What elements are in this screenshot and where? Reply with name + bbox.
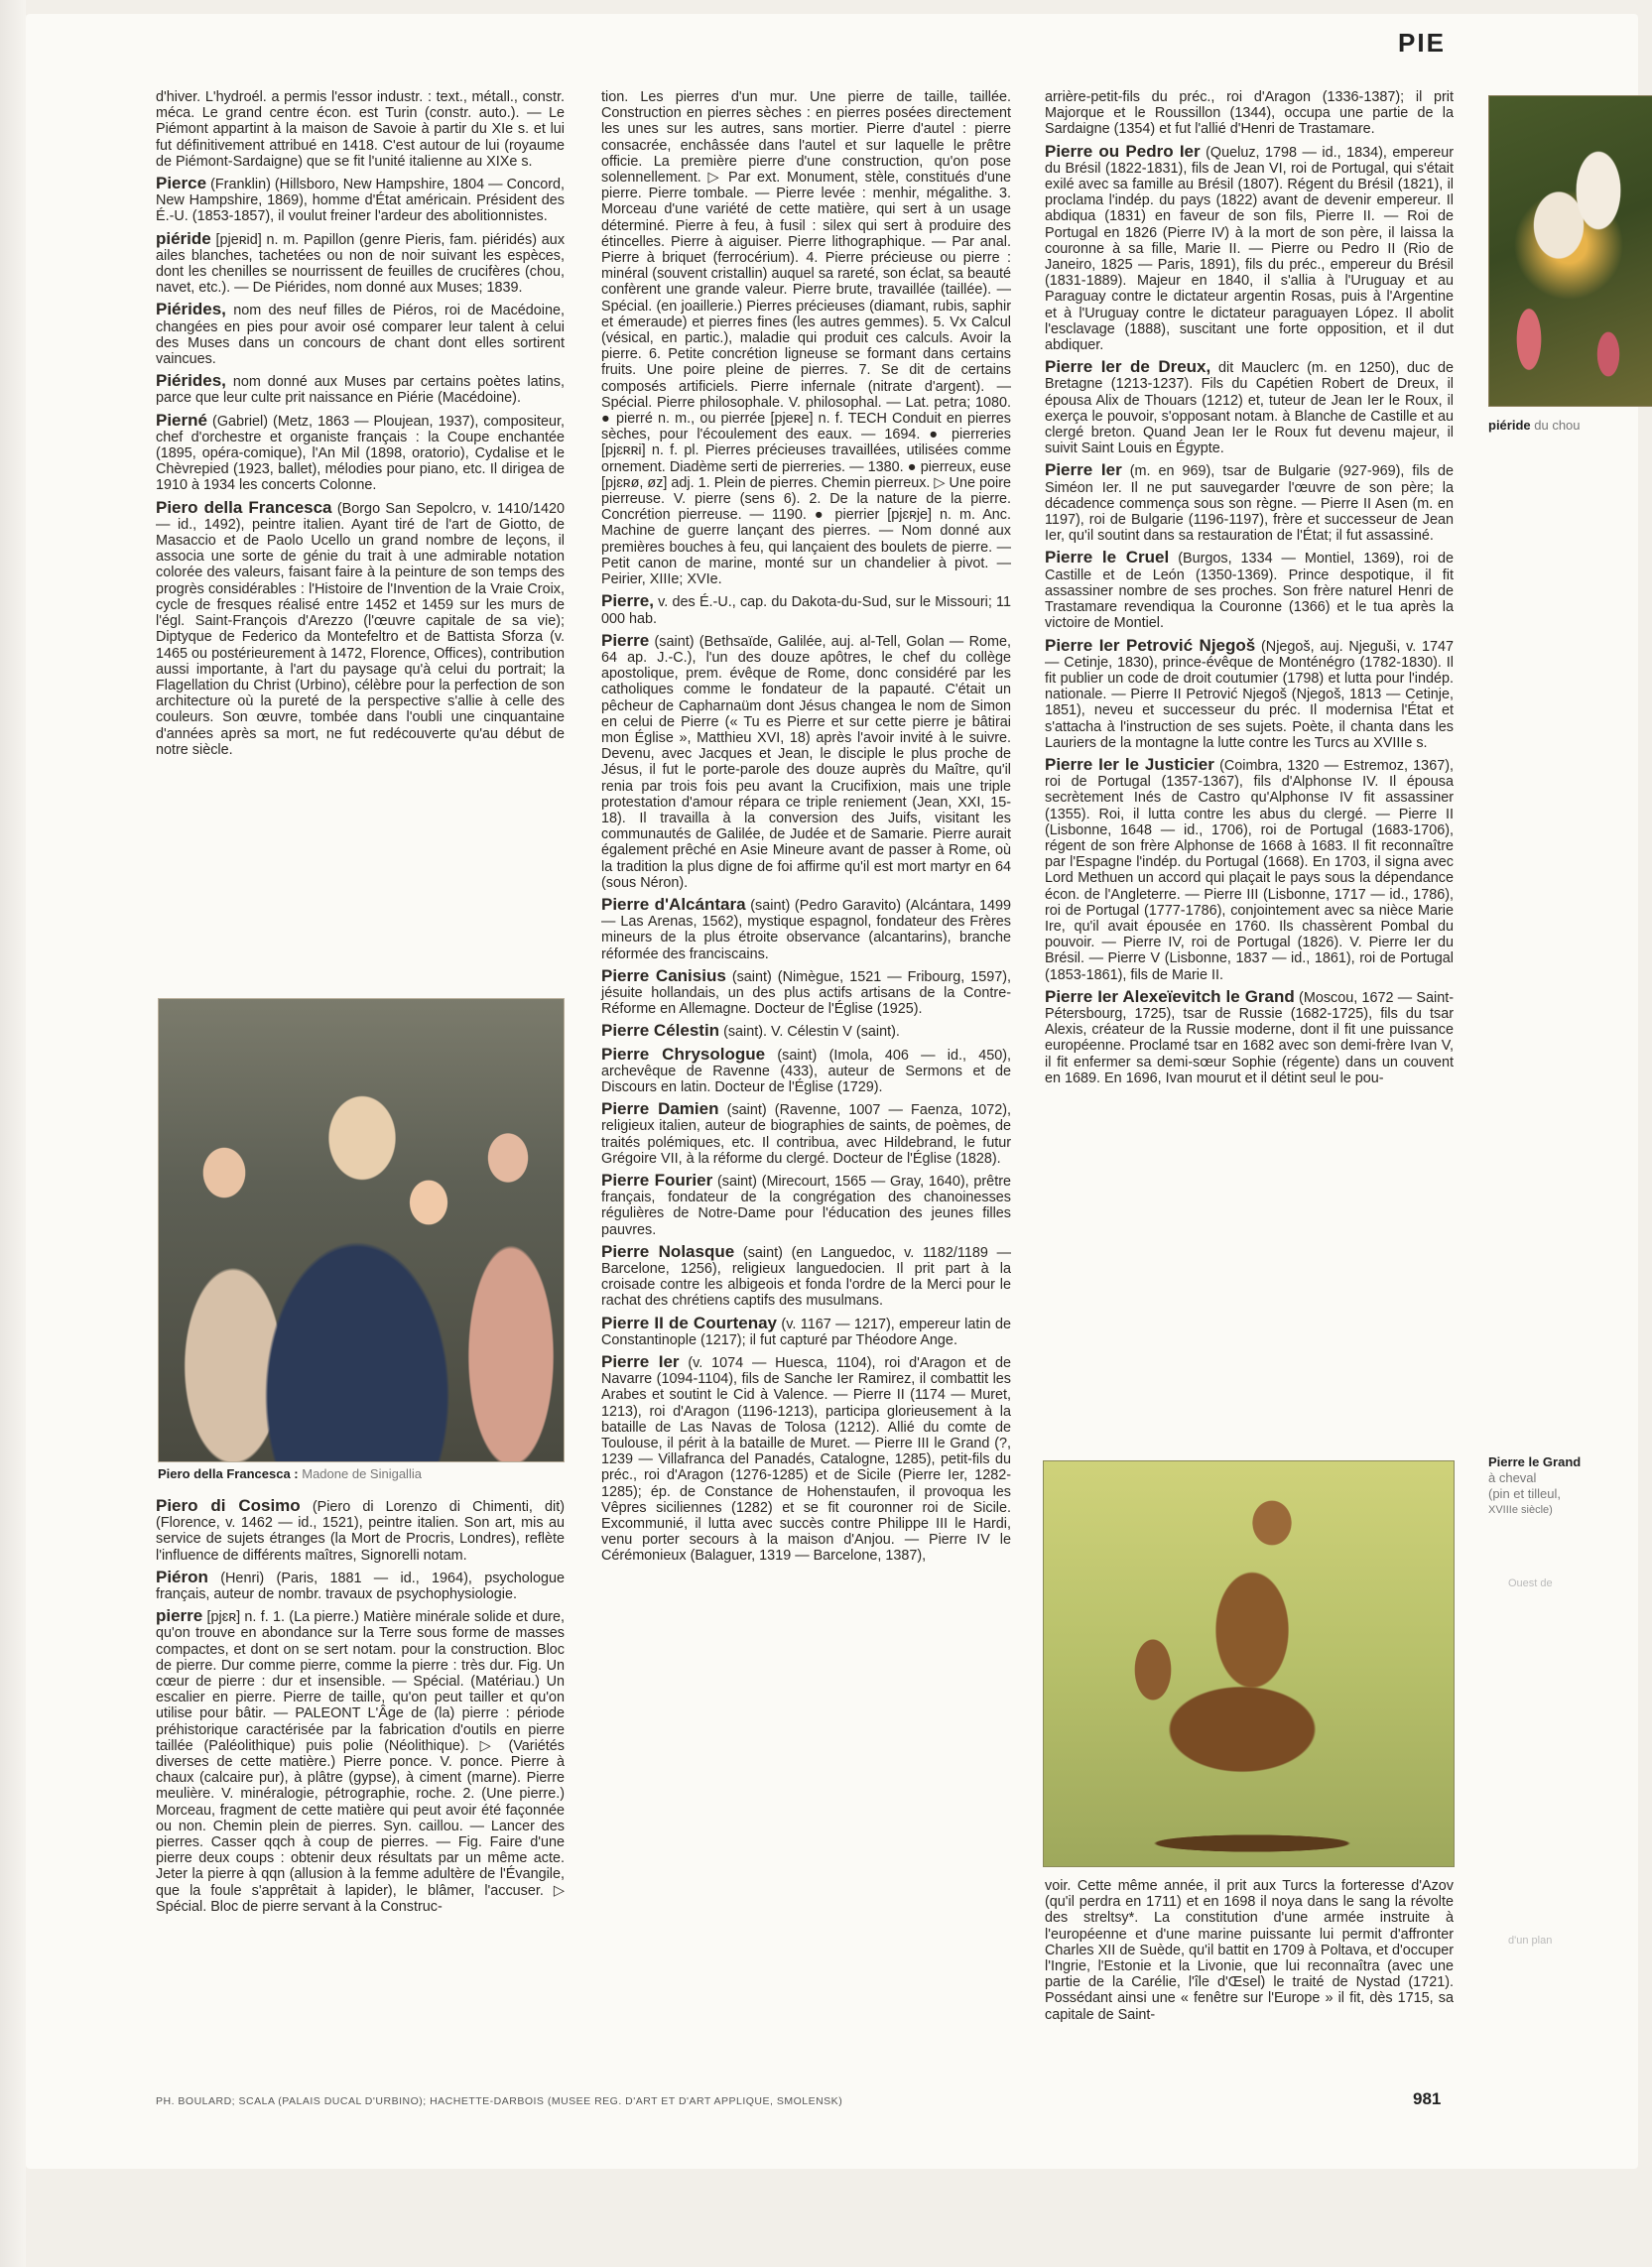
pieride-butterfly-image	[1488, 95, 1652, 407]
dictionary-entry	[601, 1101, 1011, 1167]
dictionary-entry	[156, 176, 565, 225]
entry-text: (saint) (en Languedoc, v. 1182/1189 — Barcelone, 1256), religieux languedocien. Il prit part à la croisade contre les albigeois et fonda l'ordre de la Merci pour le rachat des chrétiens captifs des musulmans.	[601, 1244, 1011, 1310]
dictionary-entry	[156, 410, 565, 494]
entry-headword: Piero di Cosimo	[156, 1496, 301, 1515]
page-header: PIE	[1398, 28, 1446, 58]
entry-headword: Pierre Ier	[1045, 460, 1122, 480]
entry-headword: Pierre le Cruel	[1045, 548, 1170, 567]
entry-text: (Queluz, 1798 — id., 1834), empereur du Brésil (1822-1831), fils de Jean VI, roi de Portugal, qui s'était exilé avec sa famille au Brésil (1807). Régent du Brésil (1821), il proclama l'indép. du pays (1822) avant de devenir empereur. Il abdiqua (1831) en faveur de son fils, Pierre II. — Roi de Portugal en 1826 (Pierre IV) à la mort de son père, il laissa la couronne à sa fille, Marie II. — Pierre ou Pedro II (Rio de Janeiro, 1825 — Paris, 1891), fils du préc., empereur du Brésil (1831-1889). Majeur en 1840, il s'allia à l'Uruguay et au Paraguay contre le dictateur argentin Rosas, puis à l'Argentine et à l'Uruguay contre le dictateur paraguayen López. Il abolit l'esclavage (1888), suscitant une forte opposition, et il dut abdiquer.	[1045, 144, 1454, 354]
entry-text: tion. Les pierres d'un mur. Une pierre de taille, taillée. Construction en pierres sèches : en pierres posées directement les unes sur les autres, sans mortier. Pierre d'autel : pierre consacrée, enchâssée dans l'autel et sur laquelle le prêtre officie. La première pierre d'une construction, qu'on pose solennellement. ▷ Par ext. Monument, stèle, constitués d'une pierre. Pierre tombale. — Pierre levée : menhir, mégalithe. 3. Morceau d'une variété de cette matière, qui sert à un usage déterminé. Pierre à feu, à fusil : silex qui sert à produire des étincelles. Pierre à aiguiser. Pierre lithographique. — Par anal. Pierre à briquet (ferrocérium). 4. Pierre précieuse ou pierre : minéral (souvent cristallin) auquel sa rareté, son éclat, sa beauté confèrent une grande valeur. Pierre brute, travaillée (taillée). — Spécial. (en joaillerie.) Pierres précieuses (diamant, rubis, saphir et émeraude) et pierres fines (les autres gemmes). 5. Vx Calcul (vésical, en partic.), maladie qui produit ces calculs. Avoir la pierre. 6. Petite concrétion ligneuse se formant dans certains fruits. Une poire pleine de pierres. 7. Se dit de certains composés artificiels. Pierre infernale (nitrate d'argent). — Spécial. Pierre philosophale. V. philosophal. — Lat. petra; 1080. ● pierré n. m., ou pierrée [pjeʀe] n. f. TECH Conduit en pierres sèches, pour l'écoulement des eaux. — 1694. ● pierreries [pjɛʀʀi] n. f. pl. Pierres précieuses travaillées, utilisées comme ornement. Diadème serti de pierreries. — 1380. ● pierreux, euse [pjɛʀø, øz] adj. 1. Plein de pierres. Chemin pierreux. ▷ Une poire pierreuse. V. pierre (sens 6). 2. De la nature de la pierre. Concrétion pierreuse. — 1190. ● pierrier [pjɛʀje] n. m. Anc. Machine de guerre lançant des pierres. — Nom donné aux premières bouches à feu, qui lançaient des boulets de pierre. — Petit canon de marine, monté sur un chandelier à pivot. — Peirier, XIIIe; XVIe.	[601, 89, 1011, 588]
dictionary-entry	[1045, 89, 1454, 138]
entry-headword: Pierre Canisius	[601, 965, 726, 985]
entry-headword: Pierre Fourier	[601, 1171, 713, 1190]
entry-text: (saint) (Ravenne, 1007 — Faenza, 1072), religieux italien, auteur de biographies de saints, de poèmes, de traités polémiques, etc. Il contribua, avec Hildebrand, le futur Grégoire VII, à la réforme du clergé. Docteur de l'Église (1828).	[601, 1102, 1011, 1167]
entry-text: (v. 1074 — Huesca, 1104), roi d'Aragon et de Navarre (1094-1104), fils de Sanche Ier Ramirez, il combattit les Arabes et soutint le Cid à Valence. — Pierre II (1174 — Muret, 1213), roi d'Aragon (1196-1213), participa glorieusement à la bataille de Las Navas de Tolosa (1212). Allié du comte de Toulouse, il périt à la bataille de Muret. — Pierre III le Grand (?, 1239 — Villafranca del Panadés, Catalogne, 1285), petit-fils du préc., roi d'Aragon (1276-1285) et de Sicile (Pierre Ier, 1282-1285); ép. de Constance de Hohenstaufen, il provoqua les Vêpres siciliennes (1282) et se fit couronner roi de Sicile. Excommunié, il lutta avec succès contre Philippe III le Hardi, venu porter secours à la maison d'Anjou. — Pierre IV le Cérémonieux (Balaguer, 1319 — Barcelone, 1387),	[601, 1355, 1011, 1565]
dictionary-entry	[156, 497, 565, 758]
entry-text: (v. 1167 — 1217), empereur latin de Constantinople (1217); il fut capturé par Théodore Ange.	[601, 1316, 1011, 1348]
entry-headword: Pierce	[156, 174, 207, 193]
entry-headword: Pierre Nolasque	[601, 1241, 735, 1261]
dictionary-entry	[601, 89, 1011, 587]
entry-headword: Pierre,	[601, 591, 654, 611]
dictionary-entry	[156, 89, 565, 170]
dictionary-entry	[601, 1023, 1011, 1040]
entry-headword: piéride	[156, 228, 211, 248]
entry-text: d'hiver. L'hydroél. a permis l'essor industr. : text., métall., constr. méca. Le grand centre écon. est Turin (constr. auto.). — Le Piémont appartint à la maison de Savoie à partir du XIe s. et lui fut définitivement attribué en 1418. C'est autour de lui (royaume de Piémont-Sardaigne) que se fit l'unité italienne au XIXe s.	[156, 89, 565, 170]
entry-text: (Gabriel) (Metz, 1863 — Ploujean, 1937), compositeur, chef d'orchestre et organiste français : la Coupe enchantée (1895, opéra-comique), l'An Mil (1898, oratorio), Cydalise et le Chèvrepied (1923, ballet), mélodies pour piano, etc. Il dirigea de 1910 à 1934 les concerts Colonne.	[156, 413, 565, 494]
entry-text: (Piero di Lorenzo di Chimenti, dit) (Florence, v. 1462 — id., 1521), peintre italien. Son art, mis au service de sujets étranges (la Mort de Procris, Londres), reflète l'influence de différents maîtres, Signorelli notam.	[156, 1499, 566, 1564]
dictionary-entry	[1045, 550, 1454, 631]
column-3-continued: voir. Cette même année, il prit aux Turcs la forteresse d'Azov (qu'il perdra en 1711) et en 1698 il noya dans le sang la révolte des streltsy*. La constitution d'une armée instruite à l'européenne et d'une marine puissante lui permit d'affronter Charles XII de Suède, qu'il battit en 1709 à Poltava, et d'occuper l'Ingrie, l'Estonie et la Livonie, que lui reconnaîtra (avec une partie de la Carélie, l'île d'Œsel) le traité de Nystad (1721). Possédant ainsi une « fenêtre sur l'Europe » il fit, dès 1715, sa capitale de Saint-	[1045, 1878, 1454, 2023]
entry-text: (m. en 969), tsar de Bulgarie (927-969), fils de Siméon Ier. Il ne put sauvegarder l'œuvre de son père; la décadence commença sous son règne. — Pierre II Asen (m. en 1197), roi de Bulgarie (1196-1197), frère et successeur de Jean Ier, qu'il soutint dans sa restauration de l'État; il fut assassiné.	[1045, 463, 1454, 545]
entry-text: nom des neuf filles de Piéros, roi de Macédoine, changées en pies pour avoir osé comparer leur talent à celui des Muses dans un concours de chant dont elles sortirent vaincues.	[156, 303, 565, 368]
page-number: 981	[1413, 2089, 1442, 2108]
column-3	[1045, 89, 1454, 1092]
entry-headword: Pierre	[601, 630, 650, 650]
entry-text: (saint) (Bethsaïde, Galilée, auj. al-Tell, Golan — Rome, 64 ap. J.-C.), l'un des douze apôtres, le chef du collège apostolique, prem. évêque de Rome, donc considéré par les catholiques comme le fondateur de la papauté. C'était un pêcheur de Capharnaüm dont Jésus changea le nom de Simon en celui de Pierre (« Tu es Pierre et sur cette pierre je bâtirai mon Église », Matthieu XVI, 18) après l'avoir invité à le suivre. Devenu, avec Jacques et Jean, le disciple le plus proche de Jésus, il fut le porte-parole des douze auprès du Maître, qu'il renia par trois fois peu avant la Crucifixion, mais une triple protestation d'amour répara ce triple reniement (Jean, XXI, 15-18). Il travailla à la conversion des Juifs, visitant les communautés de Galilée, de Judée et de Samarie. Pierre aurait également prêché en Asie Mineure avant de passer à Rome, où la tradition la plus digne de foi affirme qu'il est mort martyr en 64 (sous Néron).	[601, 633, 1011, 891]
entry-headword: Pierre Ier	[601, 1352, 680, 1372]
dictionary-entry	[601, 1044, 1012, 1096]
entry-headword: Pierre Chrysologue	[601, 1044, 766, 1064]
dictionary-entry	[156, 1498, 565, 1564]
entry-headword: Pierné	[156, 410, 207, 430]
entry-text: (saint) (Pedro Garavito) (Alcántara, 1499 — Las Arenas, 1562), mystique espagnol, fondateur des Frères mineurs de la plus étroite observance (alcantarins), branche réformée des franciscains.	[601, 897, 1011, 962]
dictionary-entry	[601, 965, 1012, 1018]
entry-text: (saint) (Mirecourt, 1565 — Gray, 1640), prêtre français, fondateur de la congrégation des chanoinesses régulières de Notre-Dame pour l'éducation des jeunes filles pauvres.	[601, 1174, 1011, 1238]
entry-text: dit Mauclerc (m. en 1250), duc de Bretagne (1213-1237). Fils du Capétien Robert de Dreux, il épousa Alix de Thouars (1212) et, tuteur de Jean Ier le Roux, il exerça le pouvoir, s'opposant notam. à Blanche de Castille et au clergé breton. Quand Jean Ier le Roux fut devenu majeur, il suivit Saint Louis en Égypte.	[1045, 360, 1455, 457]
dictionary-entry	[601, 630, 1011, 891]
entry-headword: Pierre d'Alcántara	[601, 894, 746, 914]
entry-text: [pjɛʀ] n. f. 1. (La pierre.) Matière minérale solide et dure, qu'on trouve en abondance sur la Terre sous forme de masses compactes, et dont on se sert notam. pour la construction. Bloc de pierre. Dur comme pierre, comme la pierre : très dur. Fig. Un cœur de pierre : dur et insensible. — Spécial. (Matériau.) Un escalier en pierre. Pierre de taille, qu'on peut tailler et qu'on utilise pour bâtir. — PALEONT L'Âge de (la) pierre : période préhistorique caractérisée par la fabrication d'outils en pierre taillée (Paléolithique) puis polie (Néolithique). ▷ (Variétés diverses de cette matière.) Pierre ponce. V. ponce. Pierre à chaux (calcaire pur), à plâtre (gypse), à ciment (marne). Pierre meulière. V. minéralogie, pétrographie, roche. 2. (Une pierre.) Morceau, fragment de cette matière qui peut avoir été façonnée ou non. Chemin plein de pierres. Syn. caillou. — Lancer des pierres. Casser qqch à coup de pierres. — Fig. Faire d'une pierre deux coups : obtenir deux résultats par un même acte. Jeter la pierre à qqn (allusion à la femme adultère de l'Évangile, que la foule s'apprêtait à lapider), le blâmer, l'accuser. ▷ Spécial. Bloc de pierre servant à la Construc-	[156, 1609, 565, 1915]
dictionary-entry	[1045, 359, 1454, 456]
entry-text: (Njegoš, auj. Njeguši, v. 1747 — Cetinje, 1830), prince-évêque de Monténégro (1782-1830). Il fit publier un code de droit coutumier (1798) et lutta pour l'indép. nationale. — Pierre II Petrović Njegoš (Njegoš, 1813 — Cetinje, 1851), neveu et successeur du préc. Il modernisa l'État et s'attacha à l'instruction de ses sujets. Poète, il chanta dans les Lauriers de la montagne la lutte contre les Turcs au XVIIIe s.	[1045, 638, 1454, 751]
entry-text: (Borgo San Sepolcro, v. 1410/1420 — id., 1492), peintre italien. Ayant tiré de l'art de Giotto, de Masaccio et de Paolo Ucello un grand nombre de leçons, il associa une sorte de génie du trait à une admirable notation colorée des valeurs, faisant faire à la peinture de son temps des progrès considérables : l'Histoire de l'Invention de la Vraie Croix, cycle de fresques réalisé entre 1452 et 1459 sur les murs de l'égl. Saint-François d'Arezzo (l'œuvre capitale de sa vie); Diptyque de Federico da Montefeltro et de Battista Sforza (v. 1465 ou postérieurement à 1472, Florence, Offices), contribution aussi importante, à l'art du paysage qu'à celui du portrait; la Flagellation du Christ (Urbino), célèbre pour la perfection de son architecture où la pureté de la perspective s'allie à celle des couleurs. Son œuvre, tombée dans l'oubli une cinquantaine d'années après sa mort, ne fut redécouverte qu'au début de notre siècle.	[156, 500, 565, 758]
pierre-le-grand-caption: Pierre le Grand à cheval (pin et tilleul, XVIIIe siècle)	[1488, 1454, 1582, 1516]
photo-credits: PH. BOULARD; SCALA (PALAIS DUCAL D'URBINO); HACHETTE-DARBOIS (MUSEE REG. D'ART ET D'ART APPLIQUE, SMOLENSK)	[156, 2095, 843, 2107]
dictionary-entry	[156, 1567, 565, 1603]
madonna-painting-image	[158, 998, 565, 1462]
margin-fragment: d'un plan	[1508, 1935, 1553, 1947]
dictionary-entry	[156, 302, 565, 367]
dictionary-entry	[1045, 635, 1454, 751]
dictionary-entry	[156, 1608, 565, 1915]
entry-text: (saint) (Imola, 406 — id., 450), archevêque de Ravenne (433), auteur de Sermons et de Discours en latin. Docteur de l'Église (1729).	[601, 1047, 1012, 1095]
entry-headword: Pierre Ier Petrović Njegoš	[1045, 635, 1256, 655]
entry-text: (Coimbra, 1320 — Estremoz, 1367), roi de Portugal (1357-1367), fils d'Alphonse IV. Il épousa secrètement Inés de Castro qu'Alphonse IV fit assassiner (1355). Roi, il lutta contre les abus du clergé. — Pierre II (Lisbonne, 1648 — id., 1706), roi de Portugal (1683-1706), régent de son frère Alphonse de 1668 à 1683. Il fit reconnaître par l'Espagne l'indép. du Portugal (1668). En 1703, il signa avec Lord Methuen un accord qui plaçait le pays sous la dépendance écon. de l'Angleterre. — Pierre III (Lisbonne, 1717 — id., 1786), roi de Portugal (1777-1786), conjointement avec sa nièce Marie Ire, qu'il avait épousée en 1760. Ils chassèrent Pombal du pouvoir. — Pierre IV, roi de Portugal (1826). V. Pierre Ier du Brésil. — Pierre V (Lisbonne, 1837 — id., 1861), roi de Portugal (1853-1861), fils de Marie II.	[1045, 757, 1454, 983]
column-1	[156, 89, 565, 764]
entry-headword: Pierre Ier le Justicier	[1045, 754, 1214, 774]
entry-headword: Pierre II de Courtenay	[601, 1313, 777, 1332]
entry-headword: Pierre Ier Alexeïevitch le Grand	[1045, 986, 1295, 1006]
entry-headword: Piero della Francesca	[156, 497, 332, 517]
column-1-continued	[156, 1498, 565, 1921]
entry-headword: Pierre Ier de Dreux,	[1045, 357, 1211, 377]
dictionary-entry	[601, 1241, 1011, 1310]
entry-text: (Burgos, 1334 — Montiel, 1369), roi de Castille et de León (1350-1369). Prince despotique, il fit assassiner nombre de ses proches. Son frère naturel Henri de Trastamare revendiqua la Couronne (1366) et le tua après la victoire de Montiel.	[1045, 551, 1454, 632]
entry-text: v. des É.-U., cap. du Dakota-du-Sud, sur le Missouri; 11 000 hab.	[601, 594, 1011, 627]
entry-text: nom donné aux Muses par certains poètes latins, parce que leur culte prit naissance en Piérie (Macédoine).	[156, 374, 566, 407]
entry-headword: Pierre Célestin	[601, 1021, 720, 1041]
madonna-caption: Piero della Francesca : Madone de Sinigallia	[158, 1466, 422, 1481]
entry-text: arrière-petit-fils du préc., roi d'Aragon (1336-1387); il prit Majorque et le Roussillon (1344), occupa une partie de la Sardaigne (1354) et fut l'allié d'Henri de Trastamare.	[1045, 89, 1454, 138]
entry-headword: Piérides,	[156, 371, 226, 391]
entry-text: (saint). V. Célestin V (saint).	[723, 1024, 900, 1041]
dictionary-entry	[601, 894, 1011, 962]
entry-text: (Moscou, 1672 — Saint-Pétersbourg, 1725), tsar de Russie (1682-1725), fils du tsar Alexis, créateur de la Russie moderne, dont il fit une puissance européenne. Proclamé tsar en 1682 avec son demi-frère Ivan V, il fit enfermer sa demi-sœur Sophie (régente) dans un couvent en 1689. En 1696, Ivan mourut et il détint seul le pou-	[1045, 989, 1455, 1086]
entry-headword: Pierre ou Pedro Ier	[1045, 141, 1201, 161]
entry-text: (Franklin) (Hillsboro, New Hampshire, 1804 — Concord, New Hampshire, 1869), homme d'État américain. Président des É.-U. (1853-1857), il voulut freiner l'ardeur des abolitionnistes.	[156, 177, 565, 225]
entry-text: (Henri) (Paris, 1881 — id., 1964), psychologue français, auteur de nombr. travaux de psychophysiologie.	[156, 1570, 565, 1603]
dictionary-entry	[601, 1354, 1011, 1565]
entry-headword: pierre	[156, 1606, 203, 1626]
dictionary-entry	[1045, 986, 1455, 1086]
entry-text: (saint) (Nimègue, 1521 — Fribourg, 1597), jésuite hollandais, un des plus actifs artisans de la Contre-Réforme en Allemagne. Docteur de l'Église (1925).	[601, 968, 1012, 1018]
dictionary-entry	[156, 373, 565, 406]
column-2	[601, 89, 1011, 1571]
dictionary-entry	[601, 593, 1011, 626]
margin-fragment: Ouest de	[1508, 1577, 1553, 1589]
dictionary-entry	[601, 1313, 1011, 1348]
entry-headword: Piérides,	[156, 300, 226, 319]
pieride-caption: piéride du chou	[1488, 418, 1581, 433]
entry-headword: Pierre Damien	[601, 1099, 719, 1119]
entry-headword: Piéron	[156, 1567, 208, 1586]
dictionary-entry	[156, 228, 566, 297]
dictionary-entry	[1045, 141, 1454, 354]
dictionary-entry	[1045, 462, 1454, 544]
dictionary-entry	[601, 1173, 1011, 1238]
book-binding	[0, 0, 26, 2267]
pierre-le-grand-statue-image	[1043, 1460, 1455, 1867]
dictionary-entry	[1045, 754, 1454, 983]
entry-text: [pjeʀid] n. m. Papillon (genre Pieris, fam. piéridés) aux ailes blanches, tachetées ou non de noir suivant les espèces, dont les chenilles se nourrissent de feuilles de crucifères (chou, navet, etc.). — De Piérides, nom donné aux Muses; 1839.	[156, 231, 566, 297]
